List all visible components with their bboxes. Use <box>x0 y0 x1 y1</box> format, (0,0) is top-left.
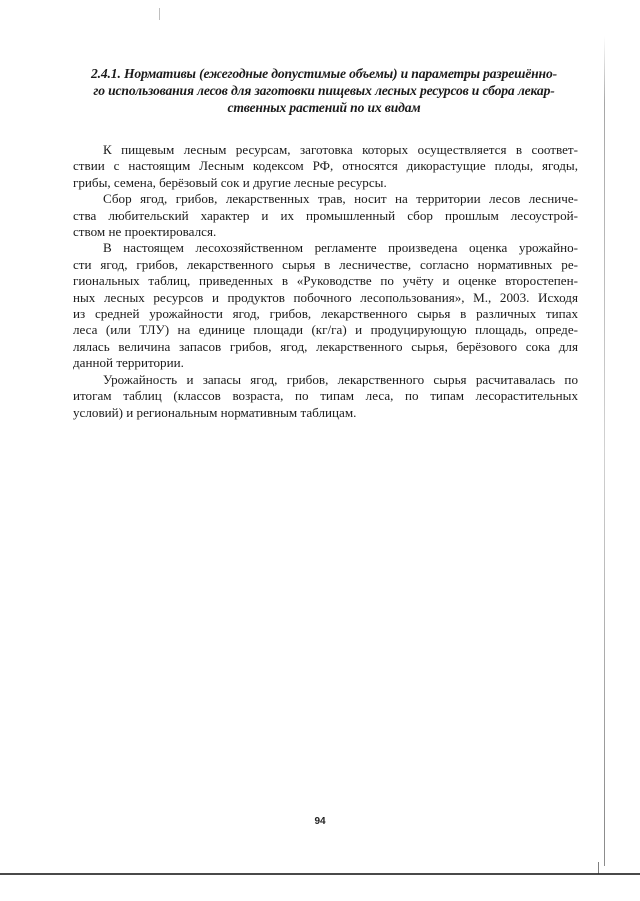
text-line: В настоящем лесохозяйственном регламенте произведена оценка урожайно- <box>103 240 578 256</box>
body-text <box>73 142 578 421</box>
text-line: ством не проектировался. <box>73 224 217 240</box>
paragraph-food-resources <box>73 142 578 191</box>
text-line: гиональных таблиц, приведенных в «Руководстве по учёту и оценке второстепен- <box>73 273 578 289</box>
text-line: ствии с настоящим Лесным кодексом РФ, относятся дикорастущие плоды, ягоды, <box>73 158 578 174</box>
text-line: условий) и региональным нормативным таблицам. <box>73 404 357 420</box>
text-line: сти ягод, грибов, лекарственного сырья в лесничестве, согласно нормативных ре- <box>73 256 578 272</box>
text-line: лялась величина запасов грибов, ягод, лекарственного сырья, берёзового сока для <box>73 338 578 354</box>
text-line: ных лесных ресурсов и продуктов побочного лесопользования», М., 2003. Исходя <box>73 289 578 305</box>
heading-line: ственных растений по их видам <box>227 100 421 115</box>
text-line: итогам таблиц (классов возраста, по типам леса, по типам лесорастительных <box>73 388 578 404</box>
text-line: ства любительский характер и их промышленный сбор прошлым лесоустрой- <box>73 207 578 223</box>
text-line: грибы, семена, берёзовый сок и другие лесные ресурсы. <box>73 174 387 190</box>
text-line: Урожайность и запасы ягод, грибов, лекарственного сырья расчитавалась по <box>103 371 578 387</box>
paragraph-collection <box>73 191 578 240</box>
heading-line: 2.4.1. Нормативы (ежегодные допустимые объемы) и параметры разрешённо- <box>91 66 557 81</box>
text-line: леса (или ТЛУ) на единице площади (кг/га) и продуцирующую площадь, опреде- <box>73 322 578 338</box>
paragraph-yield-assessment <box>73 240 578 371</box>
section-heading <box>66 65 582 116</box>
text-line: из средней урожайности ягод, грибов, лекарственного сырья в различных типах <box>73 306 578 322</box>
scan-edge-mark <box>159 8 160 20</box>
text-line: К пищевым лесным ресурсам, заготовка которых осуществляется в соответ- <box>103 142 578 157</box>
scan-edge-line-right <box>604 36 605 866</box>
text-line: Сбор ягод, грибов, лекарственных трав, носит на территории лесов лесниче- <box>103 191 578 207</box>
paragraph-yield-calculation <box>73 372 578 421</box>
text-line: данной территории. <box>73 355 184 371</box>
page-number: 94 <box>314 816 326 827</box>
heading-line: го использования лесов для заготовки пищевых лесных ресурсов и сбора лекар- <box>93 83 555 98</box>
scan-edge-line-bottom <box>0 873 640 875</box>
